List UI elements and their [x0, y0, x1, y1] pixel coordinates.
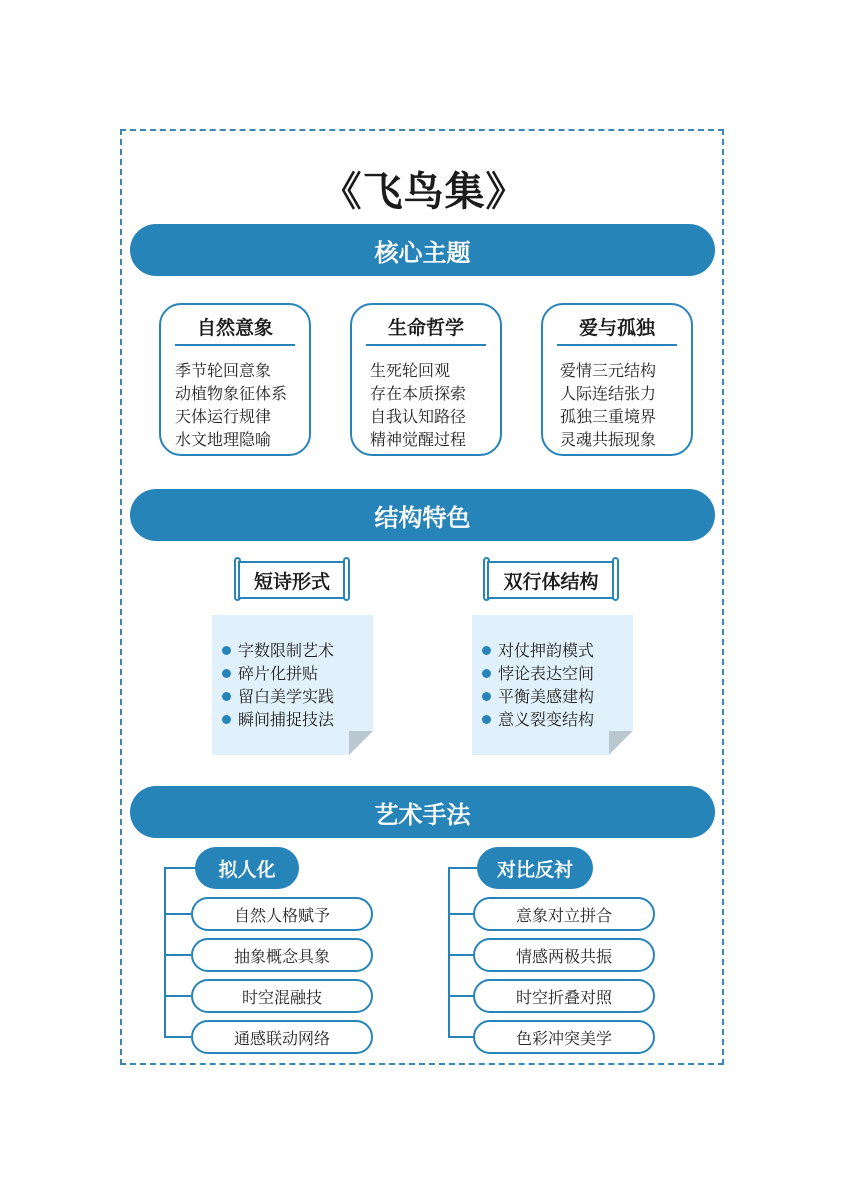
- theme-card-life: [350, 303, 502, 456]
- list-item: 水文地理隐喻: [175, 430, 272, 449]
- list-item: 碎片化拼贴: [222, 662, 369, 685]
- technique-item: 色彩冲突美学: [473, 1020, 655, 1054]
- page-curl-icon: [349, 731, 373, 755]
- technique-item: 通感联动网络: [191, 1020, 373, 1054]
- scroll-label-couplet: [483, 557, 619, 603]
- scroll-cap: [612, 557, 619, 601]
- list-item: 动植物象征体系: [175, 384, 288, 403]
- group-head-personification: 拟人化: [195, 847, 299, 889]
- card-title: 生命哲学: [387, 317, 464, 339]
- theme-card-love: [541, 303, 693, 456]
- list-item: 爱情三元结构: [560, 361, 657, 380]
- technique-item: 情感两极共振: [473, 938, 655, 972]
- card-items: [370, 359, 494, 451]
- technique-item: 时空折叠对照: [473, 979, 655, 1013]
- tree-branch: [164, 913, 191, 915]
- list-item: 季节轮回意象: [175, 361, 272, 380]
- note-list: [482, 639, 629, 731]
- tree-branch: [164, 867, 196, 869]
- list-item: 瞬间捕捉技法: [222, 708, 369, 731]
- card-divider: [366, 344, 486, 346]
- list-item: 对仗押韵模式: [482, 639, 629, 662]
- card-items: [560, 359, 685, 451]
- list-item: 天体运行规律: [175, 407, 272, 426]
- note-card-short-poem: [212, 615, 373, 755]
- list-item: 悖论表达空间: [482, 662, 629, 685]
- tree-branch: [448, 954, 474, 956]
- list-item: 人际连结张力: [560, 384, 657, 403]
- list-item: 意义裂变结构: [482, 708, 629, 731]
- list-item: 生死轮回观: [370, 361, 451, 380]
- list-item: 精神觉醒过程: [370, 430, 467, 449]
- section-band-core: 核心主题: [130, 224, 715, 276]
- tree-branch: [448, 867, 478, 869]
- list-item: 灵魂共振现象: [560, 430, 657, 449]
- list-item: 孤独三重境界: [560, 407, 657, 426]
- section-band-technique: 艺术手法: [130, 786, 715, 838]
- group-head-contrast: 对比反衬: [477, 847, 593, 889]
- tree-branch: [164, 954, 191, 956]
- note-list: [222, 639, 369, 731]
- scroll-title: 双行体结构: [487, 561, 615, 599]
- card-title: 自然意象: [196, 317, 273, 339]
- card-title: 爱与孤独: [578, 317, 655, 339]
- technique-item: 时空混融技: [191, 979, 373, 1013]
- technique-item: 意象对立拼合: [473, 897, 655, 931]
- tree-branch: [448, 1036, 474, 1038]
- technique-item: 抽象概念具象: [191, 938, 373, 972]
- section-band-structure: 结构特色: [130, 489, 715, 541]
- tree-trunk: [164, 868, 166, 1038]
- tree-trunk: [448, 868, 450, 1038]
- theme-card-nature: [159, 303, 311, 456]
- list-item: 平衡美感建构: [482, 685, 629, 708]
- list-item: 字数限制艺术: [222, 639, 369, 662]
- card-divider: [557, 344, 677, 346]
- card-items: [175, 359, 303, 451]
- card-divider: [175, 344, 295, 346]
- tree-branch: [448, 995, 474, 997]
- scroll-title: 短诗形式: [238, 561, 346, 599]
- tree-branch: [164, 1036, 191, 1038]
- list-item: 留白美学实践: [222, 685, 369, 708]
- page-title: 《飞鸟集》: [321, 169, 527, 215]
- tree-branch: [448, 913, 474, 915]
- list-item: 存在本质探索: [370, 384, 467, 403]
- scroll-label-short-poem: [234, 557, 350, 603]
- page-curl-icon: [609, 731, 633, 755]
- scroll-cap: [343, 557, 350, 601]
- technique-item: 自然人格赋予: [191, 897, 373, 931]
- list-item: 自我认知路径: [370, 407, 467, 426]
- tree-branch: [164, 995, 191, 997]
- note-card-couplet: [472, 615, 633, 755]
